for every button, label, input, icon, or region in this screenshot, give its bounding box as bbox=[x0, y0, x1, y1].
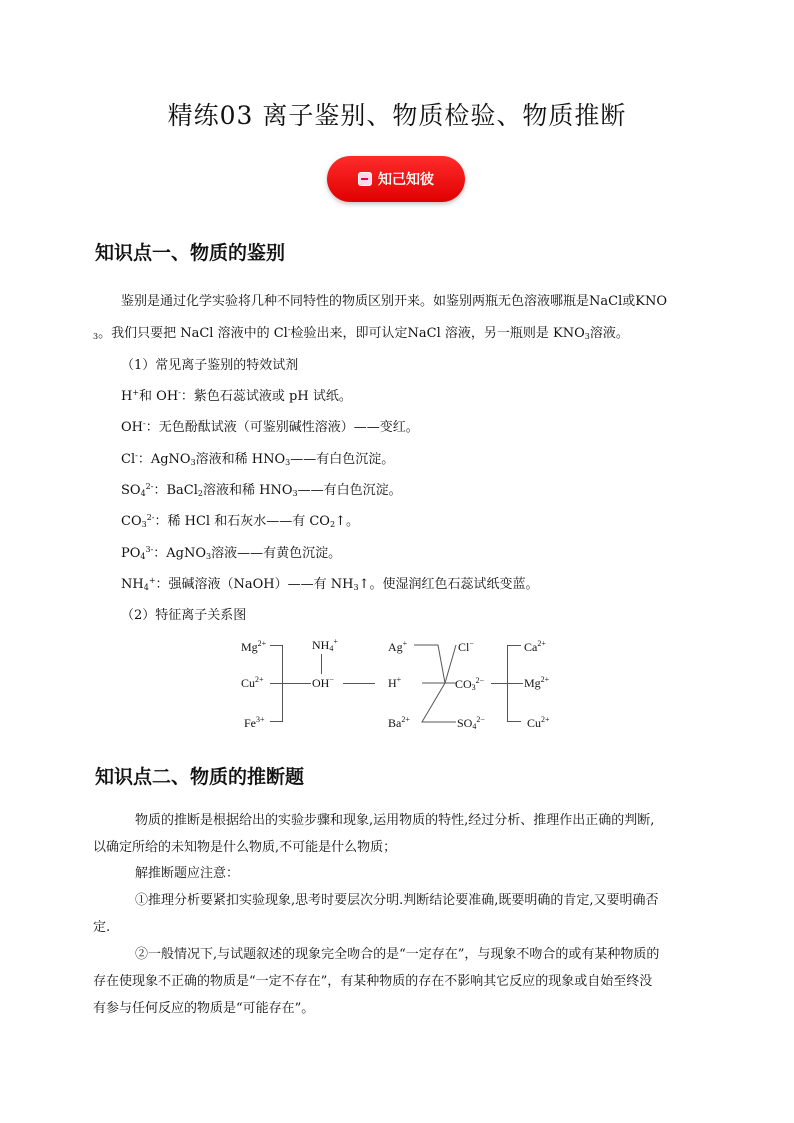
ion-ag: Ag+ bbox=[388, 639, 408, 654]
inference-p3-line1: ①推理分析要紧扣实验现象,思考时要层次分明.判断结论要准确,既要明确的肯定,又要明确否 bbox=[135, 893, 659, 908]
section-badge bbox=[327, 156, 465, 202]
ion-nh4: $NH_4^+$ bbox=[312, 637, 338, 653]
inference-p1-line2: 以确定所给的未知物是什么物质,不可能是什么物质； bbox=[93, 840, 397, 855]
page-title: 精练03 离子鉴别、物质检验、物质推断 bbox=[167, 101, 627, 130]
subheading-reagents: （1）常见离子鉴别的特效试剂 bbox=[121, 358, 299, 373]
ion-mg: $Mg^{2+}$ bbox=[241, 639, 267, 654]
inference-p4-line3: 有参与任何反应的物质是“可能存在”。 bbox=[93, 1001, 315, 1016]
section2-heading: 知识点二、物质的推断题 bbox=[95, 766, 305, 788]
ion-cu: $Cu^{2+}$ bbox=[241, 675, 264, 690]
section1-heading: 知识点一、物质的鉴别 bbox=[95, 242, 286, 264]
ion-oh: OH− bbox=[312, 675, 334, 690]
subheading-diagram: （2）特征离子关系图 bbox=[121, 608, 247, 623]
inference-p3-line2: 定. bbox=[93, 920, 111, 935]
ion-co3: $CO_3^{2-}$ bbox=[455, 676, 485, 692]
ion-fe: $Fe^{3+}$ bbox=[244, 715, 265, 730]
ion-mg-right: $Mg^{2+}$ bbox=[524, 675, 550, 690]
inference-p4-line1: ②一般情况下,与试题叙述的现象完全吻合的是“一定存在”，与现象不吻合的或有某种物质的 bbox=[135, 947, 660, 962]
badge-label: 知己知彼 bbox=[378, 172, 434, 188]
reagent-po4: $PO_4^{3-}$：AgNO$_3$溶液——有黄色沉淀。 bbox=[121, 545, 342, 561]
ion-cu-right: $Cu^{2+}$ bbox=[527, 715, 550, 730]
ion-cl: Cl− bbox=[458, 639, 474, 654]
ion-so4: $SO_4^{2-}$ bbox=[457, 715, 485, 731]
ion-ca: $Ca^{2+}$ bbox=[524, 639, 546, 654]
badge-icon bbox=[358, 172, 372, 186]
inference-p4-line2: 存在使现象不正确的物质是“一定不存在”，有某种物质的存在不影响其它反应的现象或自始至终没 bbox=[93, 974, 653, 989]
reagent-so4: $SO_4^{2-}$：BaCl$_2$溶液和稀 $HNO_3——$有白色沉淀。 bbox=[121, 482, 402, 498]
reagent-h-oh: H+和 OH-：紫色石蕊试液或 pH 试纸。 bbox=[121, 388, 352, 404]
inference-p1-line1: 物质的推断是根据给出的实验步骤和现象,运用物质的特性,经过分析、推理作出正确的判断, bbox=[135, 813, 655, 828]
ion-h: H+ bbox=[388, 675, 402, 690]
reagent-cl: Cl-：AgNO$_3$溶液和稀 $HNO_3——$有白色沉淀。 bbox=[121, 451, 395, 467]
intro-line2: $_3$。我们只要把 NaCl 溶液中的 Cl-检验出来，即可认定NaCl 溶液，另一瓶则是 $KNO_3$溶液。 bbox=[93, 325, 629, 341]
intro-line1: 鉴别是通过化学实验将几种不同特性的物质区别开来。如鉴别两瓶无色溶液哪瓶是NaCl或KNO bbox=[121, 294, 667, 309]
ion-ba: $Ba^{2+}$ bbox=[388, 715, 410, 730]
reagent-co3: $CO_3^{2-}$：稀 HCl 和石灰水——有 $CO_2↑$。 bbox=[121, 513, 359, 529]
reagent-oh: OH-：无色酚酞试液（可鉴别碱性溶液）——变红。 bbox=[121, 419, 419, 435]
inference-p2: 解推断题应注意： bbox=[135, 866, 240, 881]
reagent-nh4: $NH_4^+$：强碱溶液（NaOH）——有 $NH_3↑$。使湿润红色石蕊试纸变蓝。 bbox=[121, 576, 539, 592]
